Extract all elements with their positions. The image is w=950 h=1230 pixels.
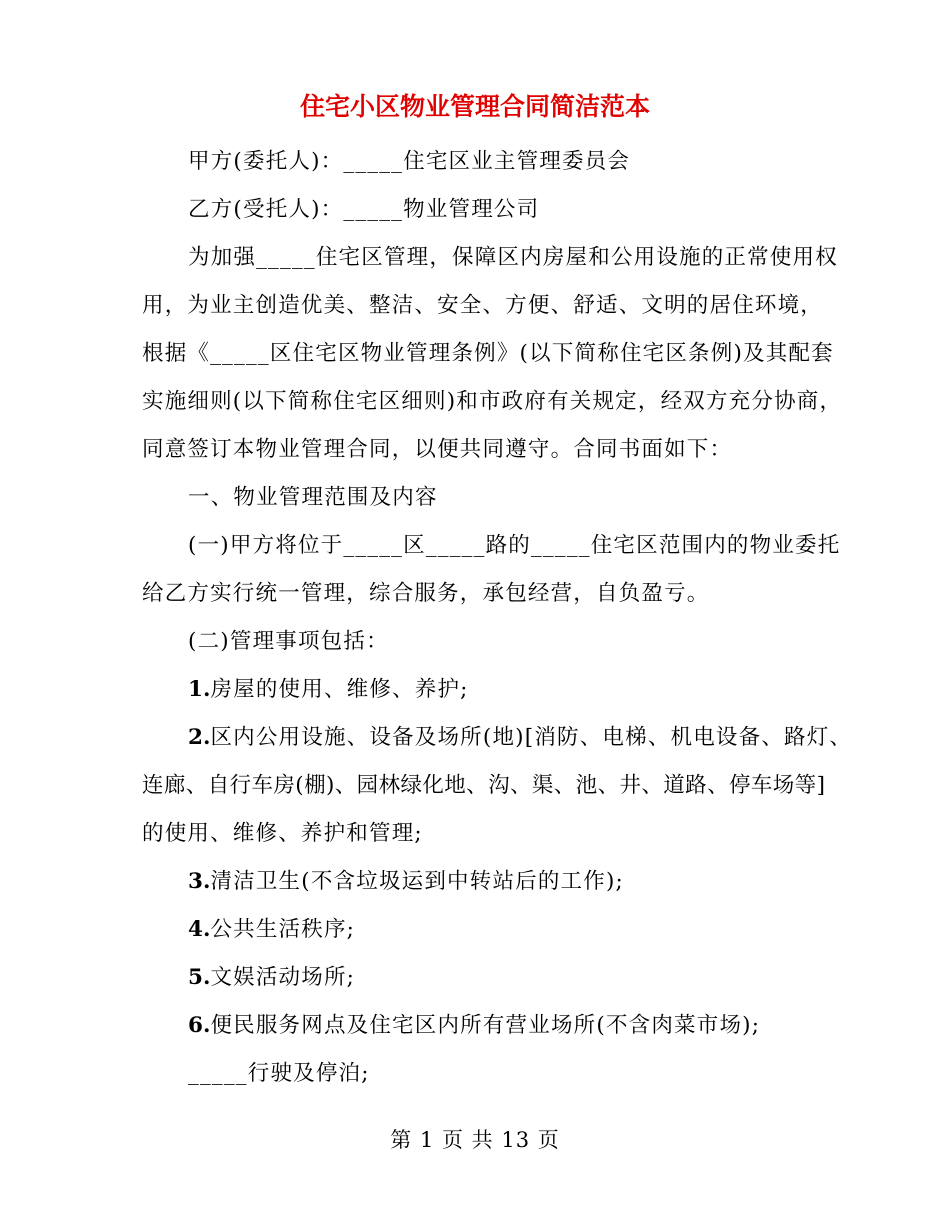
list-item-number: 5. [188,965,211,990]
list-item-number: 6. [188,1013,211,1038]
list-item [142,906,814,954]
paragraph-line: 用，为业主创造优美、整洁、安全、方便、舒适、文明的居住环境， [142,293,824,318]
paragraph-line: 同意签订本物业管理合同，以便共同遵守。合同书面如下： [142,437,733,462]
subsection-heading: (二)管理事项包括： [188,629,389,654]
paragraph-line: _____行驶及停泊; [188,1061,370,1086]
list-item [142,666,814,714]
paragraph-line: 给乙方实行统一管理，综合服务，承包经营，自负盈亏。 [142,581,710,606]
paragraph-line: 连廊、自行车房(棚)、园林绿化地、沟、渠、池、井、道路、停车场等] [142,773,826,798]
party-b-line: 乙方(受托人)：_____物业管理公司 [188,197,540,222]
page-footer: 第 1 页 共 13 页 [390,1128,560,1152]
list-item-text: 房屋的使用、维修、养护; [210,677,469,702]
list-item-number: 4. [188,917,211,942]
list-item [142,1002,814,1050]
list-item-text: 清洁卫生(不含垃圾运到中转站后的工作); [210,869,624,894]
paragraph-line: 实施细则(以下简称住宅区细则)和市政府有关规定，经双方充分协商， [142,389,843,414]
list-item-number: 1. [188,677,211,702]
section-heading: 一、物业管理范围及内容 [188,485,438,510]
list-item [142,858,814,906]
paragraph-line: 为加强_____住宅区管理，保障区内房屋和公用设施的正常使用权 [188,245,838,270]
list-item-text: 区内公用设施、设备及场所(地)[消防、电梯、机电设备、路灯、 [210,725,853,750]
document-title: 住宅小区物业管理合同简洁范本 [299,92,650,121]
paragraph-line: (一)甲方将位于_____区_____路的_____住宅区范围内的物业委托 [188,533,841,558]
document-body [142,138,853,1098]
paragraph-line: 根据《_____区住宅区物业管理条例》(以下简称住宅区条例)及其配套 [142,341,834,366]
list-item-text: 文娱活动场所; [210,965,356,990]
list-item-number: 3. [188,869,211,894]
party-a-line: 甲方(委托人)：_____住宅区业主管理委员会 [188,149,631,174]
list-item-number: 2. [188,725,211,750]
list-item-text: 公共生活秩序; [210,917,356,942]
list-item [142,714,853,762]
list-item-text: 便民服务网点及住宅区内所有营业场所(不含肉菜市场); [210,1013,761,1038]
list-item [142,954,814,1002]
paragraph-line: 的使用、维修、养护和管理; [142,821,423,846]
